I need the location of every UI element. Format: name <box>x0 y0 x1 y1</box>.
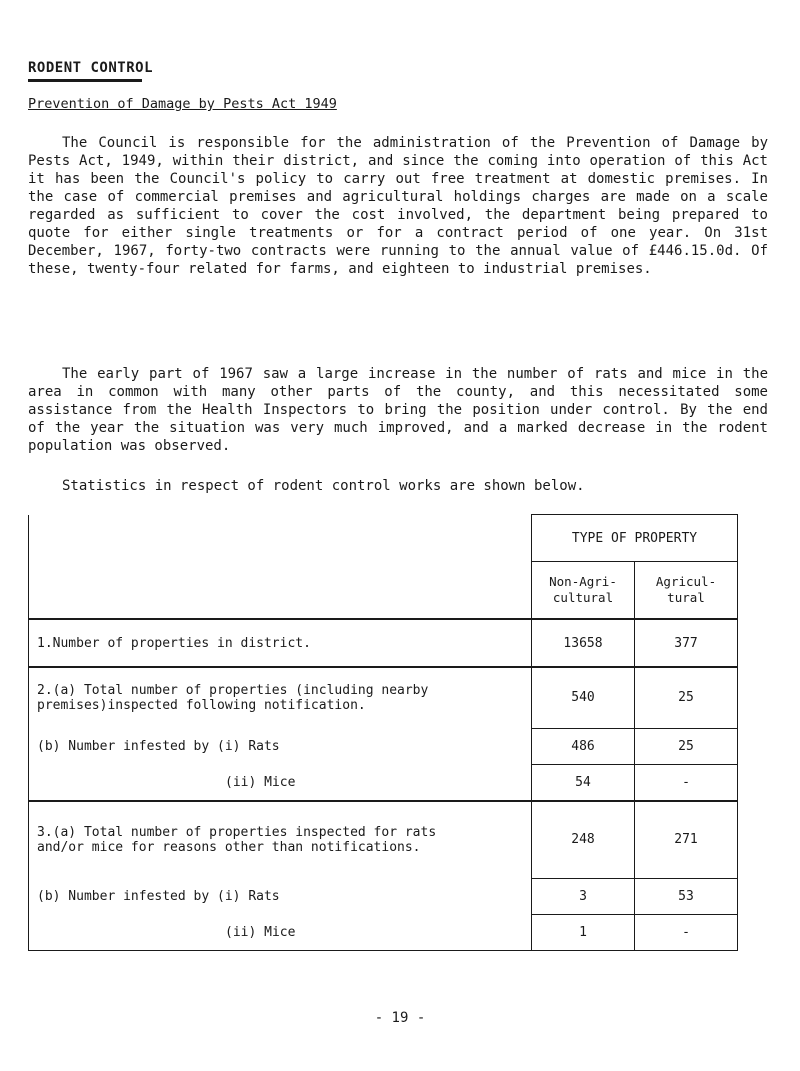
section-heading: RODENT CONTROL <box>28 60 154 76</box>
non-agricultural-header: Non-Agri- cultural <box>532 562 635 620</box>
cell-value: 53 <box>635 878 738 914</box>
cell-value: 248 <box>532 801 635 878</box>
subsection-heading: Prevention of Damage by Pests Act 1949 <box>28 96 337 112</box>
paragraph-statistics-intro: Statistics in respect of rodent control works are shown below. <box>62 478 585 494</box>
heading-underline <box>28 79 142 82</box>
type-of-property-header: TYPE OF PROPERTY <box>532 515 738 562</box>
cell-value: 13658 <box>532 619 635 667</box>
cell-value: 1 <box>532 914 635 951</box>
cell-value: 377 <box>635 619 738 667</box>
row-label: 2.(a) Total number of properties (including nearby premises)inspected following notification. <box>29 667 532 728</box>
table-blank-corner <box>29 515 532 620</box>
row-label: 1.Number of properties in district. <box>29 619 532 667</box>
row-label: 3.(a) Total number of properties inspected for rats and/or mice for reasons other than notifications. <box>29 801 532 878</box>
row-label: (ii) Mice <box>29 914 532 951</box>
cell-value: 3 <box>532 878 635 914</box>
cell-value: 271 <box>635 801 738 878</box>
cell-value: 54 <box>532 764 635 801</box>
cell-value: 25 <box>635 728 738 764</box>
cell-value: 486 <box>532 728 635 764</box>
paragraph-administration: The Council is responsible for the administration of the Prevention of Damage by Pests Act, 1949, within their district, and since the coming into operation of this Act it has been the Council's policy to carry out free treatment at domestic premises. In the case of commercial premises and agricultural holdings charges are made on a scale regarded as sufficient to cover the cost involved, the department being prepared to quote for either single treatments or for a contract period of one year. On 31st December, 1967, forty-two contracts were running to the annual value of £446.15.0d. Of these, twenty-four related for farms, and eighteen to industrial premises. <box>28 135 768 277</box>
row-label: (b) Number infested by (i) Rats <box>29 878 532 914</box>
cell-value: - <box>635 764 738 801</box>
rodent-statistics-table <box>28 514 738 951</box>
agricultural-header: Agricul- tural <box>635 562 738 620</box>
cell-value: 25 <box>635 667 738 728</box>
cell-value: 540 <box>532 667 635 728</box>
cell-value: - <box>635 914 738 951</box>
row-label: (b) Number infested by (i) Rats <box>29 728 532 764</box>
page-number: - 19 - <box>374 1010 426 1026</box>
row-label: (ii) Mice <box>29 764 532 801</box>
paragraph-rodent-increase: The early part of 1967 saw a large increase in the number of rats and mice in the area in common with many other parts of the county, and this necessitated some assistance from the Health Inspectors to bring the position under control. By the end of the year the situation was very much improved, and a marked decrease in the rodent population was observed. <box>28 366 768 454</box>
